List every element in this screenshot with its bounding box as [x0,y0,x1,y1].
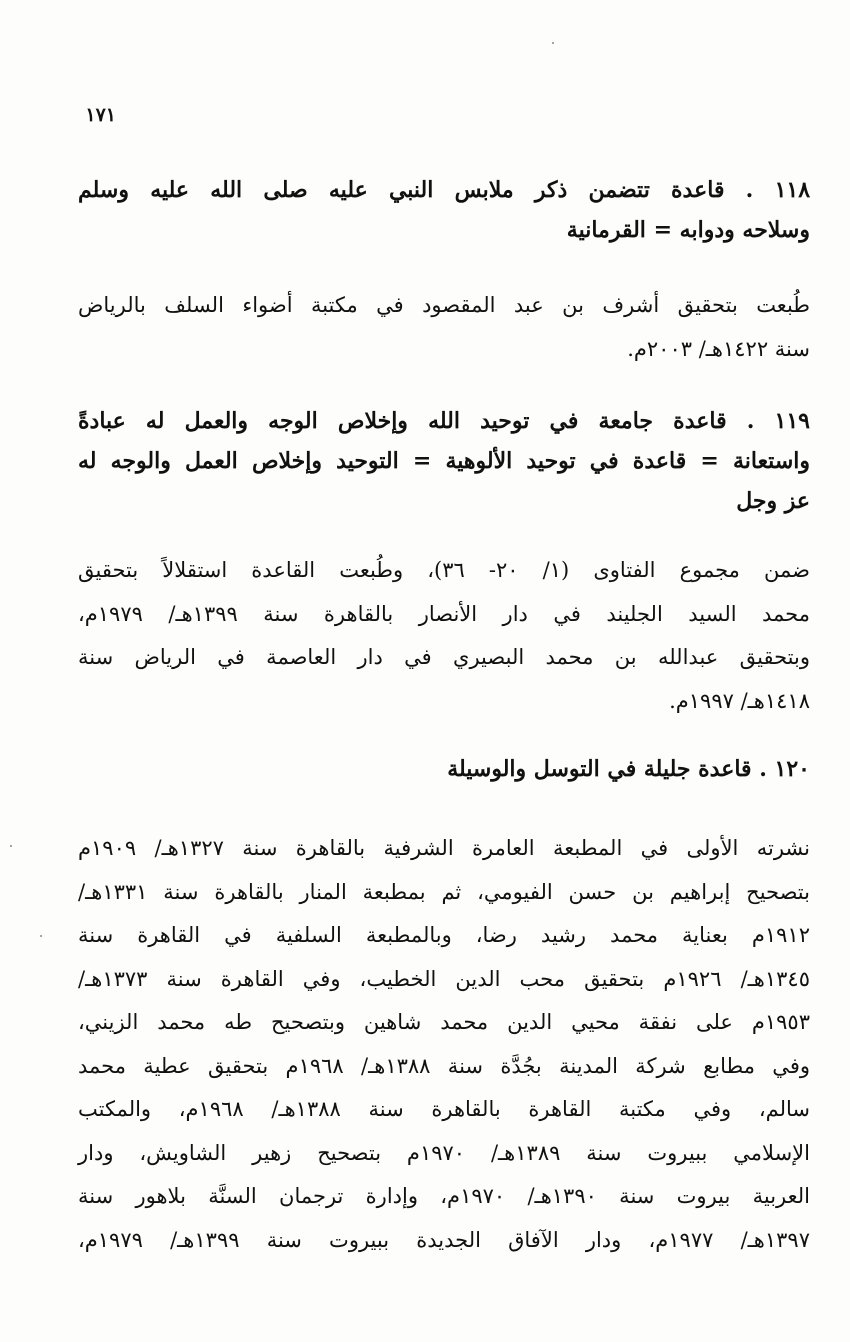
entry-title [78,401,810,521]
entry-body [78,549,810,723]
body-line: ١٣٤٥هـ/ ١٩٢٦م بتحقيق محب الدين الخطيب، وفي القاهرة سنة ١٣٧٣هـ/ [78,966,810,991]
page-number: ١٧١ [85,104,116,126]
title-line: ١١٩ . قاعدة جامعة في توحيد الله وإخلاص الوجه والعمل له عبادةً [78,408,810,434]
title-line: عز وجل [736,488,810,514]
body-line: محمد السيد الجليند في دار الأنصار بالقاهرة سنة ١٣٩٩هـ/ ١٩٧٩م، [78,601,810,626]
title-line: وسلاحه ودوابه = القرمانية [566,217,810,243]
body-line: ١٩٥٣م على نفقة محيي الدين محمد شاهين وبتصحيح طه محمد الزيني، [78,1010,810,1034]
body-line: ١٩١٢م بعناية محمد رشيد رضا، وبالمطبعة السلفية في القاهرة سنة [78,923,810,947]
scan-speck [552,42,554,44]
body-line: نشرته الأولى في المطبعة العامرة الشرفية بالقاهرة سنة ١٣٢٧هـ/ ١٩٠٩م [78,836,810,860]
body-line: طُبعت بتحقيق أشرف بن عبد المقصود في مكتبة أضواء السلف بالرياض [78,293,810,317]
body-line: ١٣٩٧هـ/ ١٩٧٧م، ودار الآفاق الجديدة ببيروت سنة ١٣٩٩هـ/ ١٩٧٩م، [78,1227,810,1252]
body-line: ضمن مجموع الفتاوى (١/ ٢٠- ٣٦)، وطُبعت القاعدة استقلالاً بتحقيق [78,558,810,582]
title-line: ١٢٠ . قاعدة جليلة في التوسل والوسيلة [447,756,810,782]
entry-title [78,749,810,789]
entry-body [78,284,810,371]
body-line: سنة ١٤٢٢هـ/ ٢٠٠٣م. [627,336,810,361]
body-line: وفي مطابع شركة المدينة بجُدَّة سنة ١٣٨٨هـ/ ١٩٦٨م بتحقيق عطية محمد [78,1053,810,1078]
entry-title [78,170,810,250]
body-line: الإسلامي ببيروت سنة ١٣٨٩هـ/ ١٩٧٠م بتصحيح زهير الشاويش، ودار [78,1140,810,1165]
body-line: العربية بيروت سنة ١٣٩٠هـ/ ١٩٧٠م، وإدارة ترجمان السنَّة بلاهور سنة [78,1184,811,1208]
scan-speck [10,845,12,847]
title-line: ١١٨ . قاعدة تتضمن ذكر ملابس النبي عليه صلى الله عليه وسلم [78,177,811,203]
body-line: بتصحيح إبراهيم بن حسن الفيومي، ثم بمطبعة المنار بالقاهرة سنة ١٣٣١هـ/ [78,879,810,904]
title-line: واستعانة = قاعدة في توحيد الألوهية = التوحيد وإخلاص العمل والوجه له [78,448,810,474]
body-line: سالم، وفي مكتبة القاهرة بالقاهرة سنة ١٣٨٨هـ/ ١٩٦٨م، والمكتب [78,1097,810,1121]
scan-speck [40,935,42,937]
page-content [78,170,810,1262]
body-line: ١٤١٨هـ/ ١٩٩٧م. [669,688,810,713]
body-line: وبتحقيق عبدالله بن محمد البصيري في دار العاصمة في الرياض سنة [78,645,810,669]
entry-body [78,827,810,1262]
